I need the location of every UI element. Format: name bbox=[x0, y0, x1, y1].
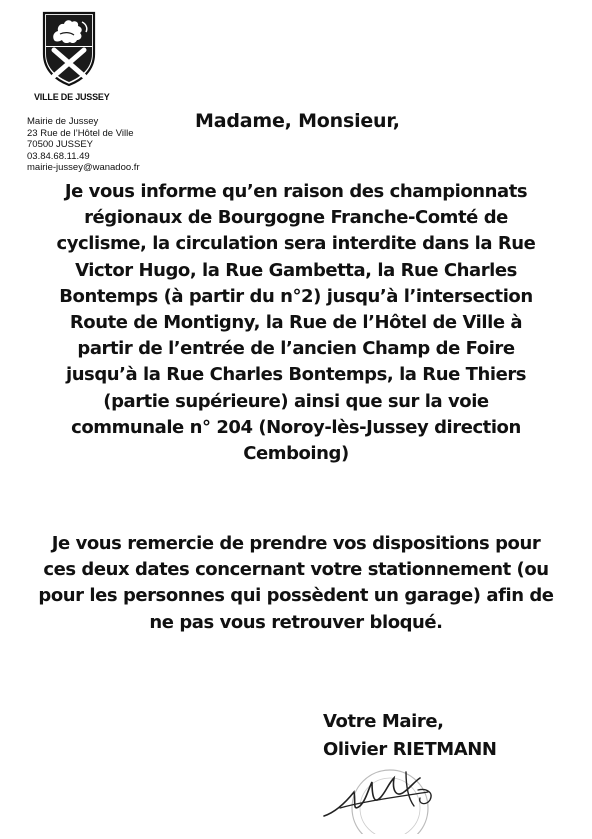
signature-icon bbox=[310, 762, 460, 834]
paragraph-line: Cemboing) bbox=[243, 443, 349, 465]
paragraph-line: communale n° 204 (Noroy-lès-Jussey direction bbox=[71, 416, 521, 438]
paragraph-line: Victor Hugo, la Rue Gambetta, la Rue Charles bbox=[75, 259, 517, 281]
signature-and-stamp bbox=[310, 762, 460, 834]
address-line: 23 Rue de l’Hôtel de Ville bbox=[27, 127, 134, 139]
closing-text: Votre Maire, bbox=[323, 711, 444, 732]
paragraph-line: Route de Montigny, la Rue de l’Hôtel de Ville à bbox=[69, 312, 523, 334]
letter-greeting: Madame, Monsieur, bbox=[195, 110, 400, 132]
paragraph-line: ne pas vous retrouver bloqué. bbox=[149, 611, 443, 633]
sender-address bbox=[27, 116, 140, 174]
signatory-name: Olivier RIETMANN bbox=[323, 739, 497, 760]
paragraph-line: pour les personnes qui possèdent un garage) afin de bbox=[38, 585, 554, 607]
paragraph-line: Je vous informe qu’en raison des championnats bbox=[64, 181, 528, 202]
crest-shield-icon bbox=[40, 10, 98, 88]
address-phone: 03.84.68.11.49 bbox=[27, 150, 90, 162]
crest-label: VILLE DE JUSSEY bbox=[34, 92, 110, 102]
paragraph-line: partir de l’entrée de l’ancien Champ de Foire bbox=[77, 338, 515, 360]
paragraph-parking-notice bbox=[24, 531, 568, 636]
address-email: mairie-jussey@wanadoo.fr bbox=[27, 162, 140, 173]
paragraph-line: Je vous remercie de prendre vos dispositions pour bbox=[51, 533, 541, 554]
paragraph-line: Bontemps (à partir du n°2) jusqu’à l’intersection bbox=[59, 285, 533, 307]
paragraph-road-closures bbox=[24, 179, 568, 467]
paragraph-line: jusqu’à la Rue Charles Bontemps, la Rue Thiers bbox=[65, 364, 527, 386]
paragraph-line: régionaux de Bourgogne Franche-Comté de bbox=[84, 207, 508, 229]
town-crest bbox=[34, 10, 110, 106]
letter-signoff bbox=[323, 708, 497, 764]
address-line: Mairie de Jussey bbox=[27, 116, 99, 127]
paragraph-line: (partie supérieure) ainsi que sur la voie bbox=[103, 390, 489, 412]
paragraph-line: ces deux dates concernant votre stationnement (ou bbox=[43, 559, 549, 581]
paragraph-line: cyclisme, la circulation sera interdite dans la Rue bbox=[56, 233, 536, 255]
address-line: 70500 JUSSEY bbox=[27, 139, 94, 150]
